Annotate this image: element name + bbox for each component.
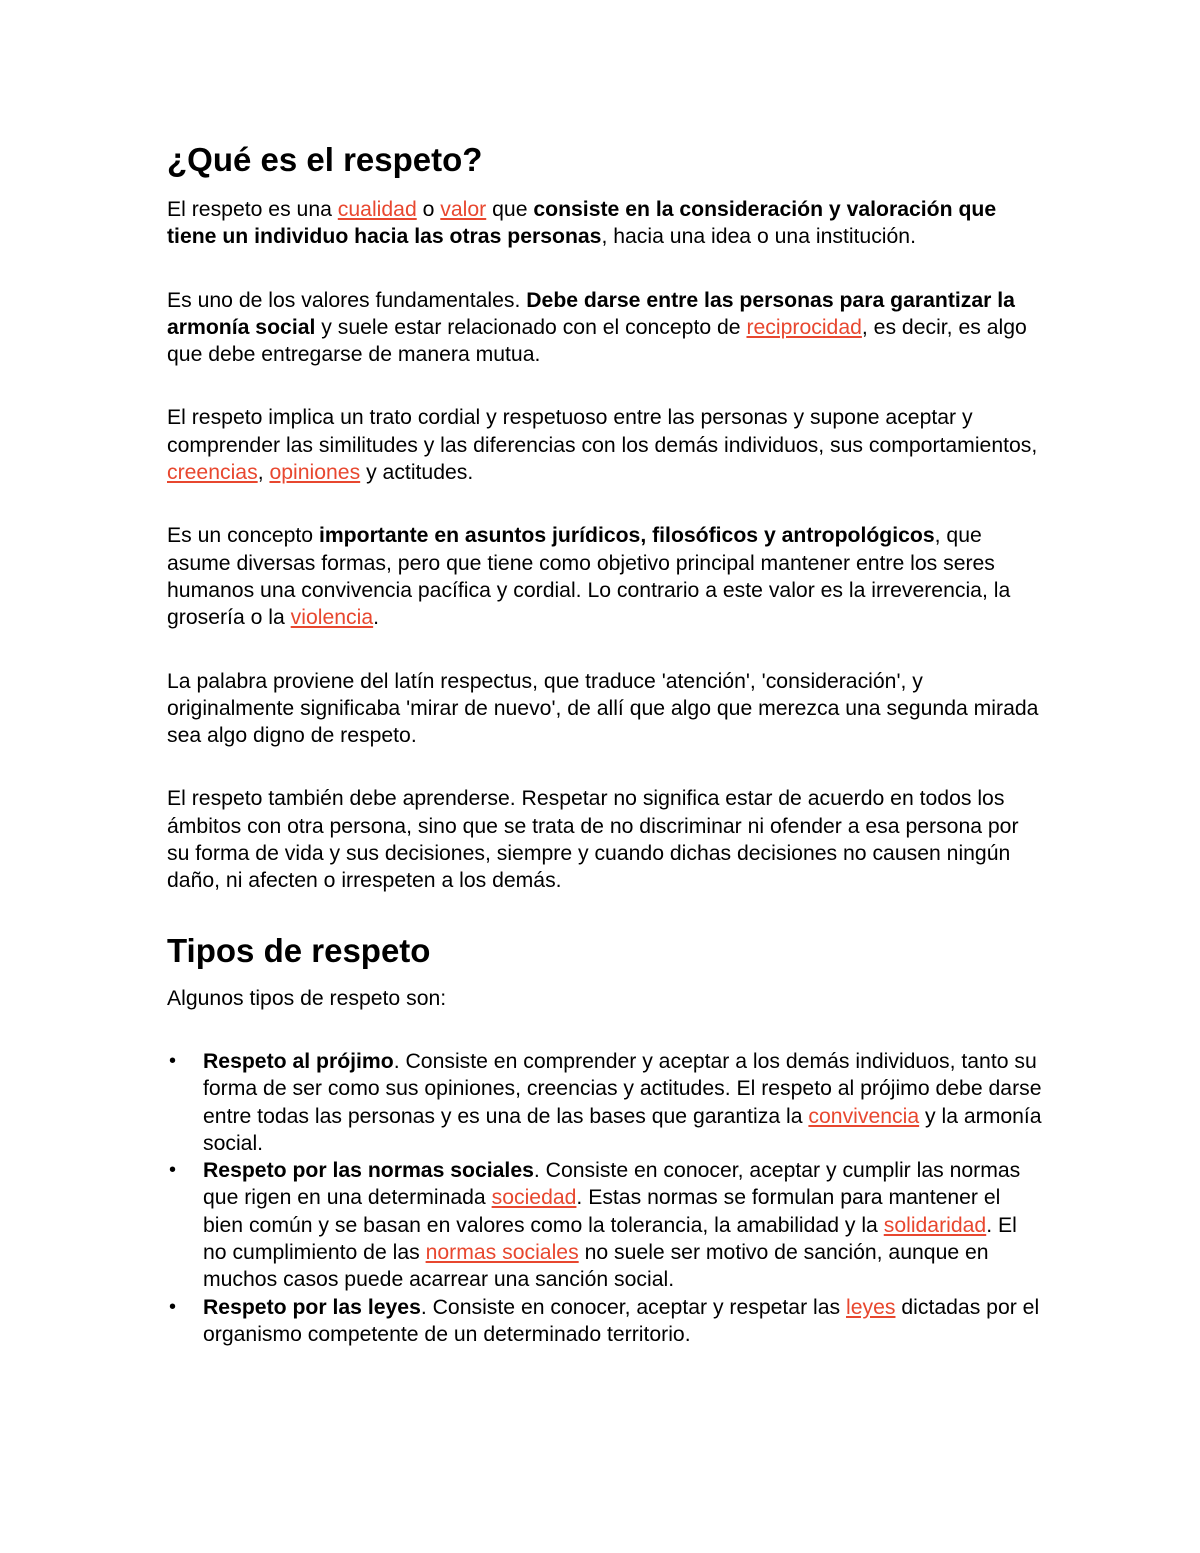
paragraph-4 [167, 522, 1042, 631]
text: , hacia una idea o una institución. [601, 225, 916, 249]
text: , que asume diversas formas, pero que tiene como objetivo principal mantener entre los seres humanos una convivencia pacífica y cordial. Lo contrario a este valor es la irreverencia, la grosería o la [167, 524, 1011, 630]
text: , es decir, es algo que debe entregarse de manera mutua. [167, 315, 1027, 367]
link-valor[interactable]: valor [440, 198, 487, 221]
bold-text: consiste en la consideración y valoración que tiene un individuo hacia las otras personas [167, 198, 997, 249]
text: La palabra proviene del latín respectus, que traduce 'atención', 'consideración', y originalmente significaba 'mirar de nuevo', de allí que algo que merezca una segunda mirada sea algo digno de respeto. [167, 669, 1039, 748]
list-item [169, 1294, 1042, 1349]
text: . El no cumplimiento de las [203, 1213, 1017, 1265]
paragraph-5 [167, 668, 1042, 750]
bold-text: Debe darse entre las personas para garantizar la armonía social [167, 288, 1015, 339]
link-creencias[interactable]: creencias [167, 461, 258, 485]
text: . Consiste en conocer, aceptar y cumplir las normas que rigen en una determinada [203, 1159, 1021, 1210]
heading-que-es-el-respeto: ¿Qué es el respeto? [167, 141, 483, 178]
bold-text: Respeto por las normas sociales [203, 1159, 534, 1183]
list-item [169, 1157, 1042, 1293]
text: El respeto también debe aprenderse. Respetar no significa estar de acuerdo en todos los ámbitos con otra persona, sino que se trata de no discriminar ni ofender a esa persona por su forma de vida y sus decisiones, siempre y cuando dichas decisiones no causen ningún daño, ni afecten o irrespeten a los demás. [167, 787, 1019, 893]
document-content [167, 138, 1042, 1348]
text: no suele ser motivo de sanción, aunque en muchos casos puede acarrear una sanción social. [203, 1241, 989, 1292]
text: . Consiste en comprender y aceptar a los demás individuos, tanto su forma de ser como sus opiniones, creencias y actitudes. El respeto al prójimo debe darse entre todas las personas y es una de las bases que garantiza la [203, 1049, 1042, 1128]
paragraph-intro: Algunos tipos de respeto son: [167, 986, 447, 1010]
paragraph-3 [167, 404, 1042, 486]
bold-text: importante en asuntos jurídicos, filosóficos y antropológicos [318, 524, 935, 548]
bold-text: Respeto al prójimo [203, 1049, 394, 1073]
link-opiniones[interactable]: opiniones [269, 461, 361, 485]
text: que [486, 198, 534, 221]
paragraph-2 [167, 287, 1042, 369]
text: . Consiste en conocer, aceptar y respetar las [420, 1295, 847, 1319]
bullet-icon: • [169, 1049, 177, 1072]
link-solidaridad[interactable]: solidaridad [883, 1213, 987, 1237]
text: Es uno de los valores fundamentales. [167, 288, 527, 312]
text: . [373, 606, 380, 630]
bullet-icon: • [169, 1295, 177, 1318]
text: y actitudes. [360, 461, 474, 485]
link-convivencia[interactable]: convivencia [808, 1104, 920, 1128]
text: , [257, 461, 270, 485]
respect-types-list [167, 1048, 1042, 1348]
link-violencia[interactable]: violencia [290, 606, 374, 630]
text: El respeto es una [167, 198, 338, 221]
link-leyes[interactable]: leyes [846, 1295, 896, 1319]
link-sociedad[interactable]: sociedad [491, 1186, 577, 1210]
paragraph-6 [167, 785, 1042, 894]
text: y suele estar relacionado con el concepto de [315, 315, 747, 339]
bold-text: Respeto por las leyes [203, 1295, 421, 1319]
text: y la armonía social. [203, 1104, 1042, 1155]
bullet-icon: • [169, 1159, 177, 1182]
link-cualidad[interactable]: cualidad [337, 198, 417, 221]
list-item [169, 1048, 1042, 1157]
paragraph-1 [167, 196, 1042, 251]
heading-tipos-de-respeto: Tipos de respeto [167, 931, 431, 969]
text: El respeto implica un trato cordial y respetuoso entre las personas y supone aceptar y comprender las similitudes y las diferencias con los demás individuos, sus comportamientos, [167, 406, 1038, 457]
link-reciprocidad[interactable]: reciprocidad [746, 315, 862, 339]
text: o [416, 198, 441, 221]
text: . Estas normas se formulan para mantener el bien común y se basan en valores como la tolerancia, la amabilidad y la [203, 1186, 1001, 1237]
link-normas-sociales[interactable]: normas sociales [425, 1241, 579, 1265]
text: dictadas por el organismo competente de un determinado territorio. [203, 1295, 1040, 1346]
text: Es un concepto [167, 524, 319, 548]
